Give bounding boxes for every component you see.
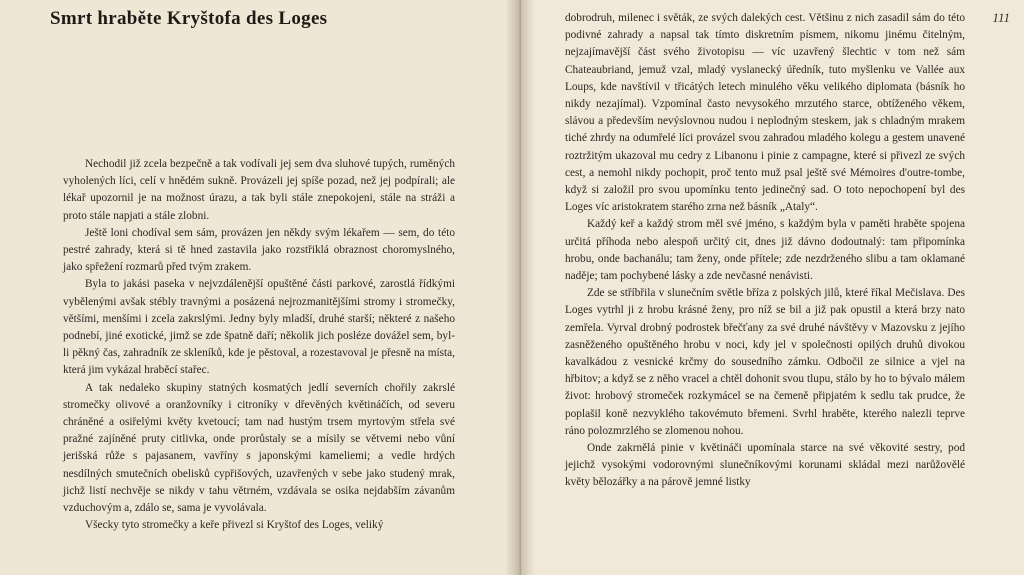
- paragraph: A tak nedaleko skupiny statných kosmatých jedlí severních chořily zakrslé stromečky olivové a oranžovníky i citroníky v dřevěných květináčích, od severu chráněné a osiřelými květy kvetoucí; tam nad hustým trsem myrtovým střela své pražné zajíněné pruty citlivka, onde prorůstaly se a mísily se větvemi nebo vůní jerišská růže s pajasanem, vavříny s japonskými kameliemi; a vedle hrdých nesdílných smutečních obelisků cypřišových, uzavřených v sebe jako studený mrak, jichž listí nechvěje se nikdy v tahu větrném, vzdávala se osika nejdabším závanům vzduchovým a, zdálo se, sama je vyvolávala.: [63, 381, 455, 515]
- paragraph: Každý keř a každý strom měl své jméno, s každým byla v paměti hraběte spojena určitá příhoda nebo alespoň určitý cit, dnes již dávno dodoutnalý: tam připomínka hrobu, onde bachanálu; tam ženy, onde přítele; zde nezdrženého slibu a tam oklamané naděje; tam pochybené lásky a zde nevčasné nenávisti.: [565, 218, 965, 283]
- right-page-text: [565, 10, 965, 492]
- paragraph: Onde zakrnělá pinie v květináči upomínala starce na své věkovité sestry, pod jejichž vysokými vodorovnými slunečníkovými korunami skládal mezi narůžovělé květy bělozářky a na párově jemné listky: [565, 442, 965, 489]
- paragraph: Nechodil již zcela bezpečně a tak vodívali jej sem dva sluhové tupých, ruměných vyholených líci, celí v hnědém sukně. Provázeli jej spíše pozad, než jej podpírali; ale lékař upozornil je na možnost úrazu, a tak byli stále znepokojeni, stále na stráži a proto stále napjati a stále zlobni.: [63, 158, 455, 222]
- book-gutter: [505, 0, 535, 575]
- paragraph: Ještě loni chodíval sem sám, provázen jen někdy svým lékařem — sem, do této pestré zahrady, která si tě hned zastavila jako rozstřiklá obraznost choromyslného, jako spřežení rozmarů před tvým zrakem.: [63, 226, 455, 274]
- paragraph: Zde se stříbřila v slunečním světle bříza z polských jilů, které říkal Mečislava. Des Loges vytrhl ji z hrobu krásné ženy, pro níž se bil a již pak opustil a která brzy nato zemřela. Vyrval drobný podrostek břečťany za své druhé návštěvy v Mazovsku z jejího zasněženého opuštěného hrobu v noci, kdy jel v společnosti opilých druhů divokou kavalkádou z vesnické krčmy do sousedního zámku. Odbočil ze silnice a vjel na hřbitov; a když se z něho vracel a chtěl dohonit svou tlupu, stálo by ho to bývalo málem život: hrobový stromeček rozkymácel se na čemeně připjatém k sedlu tak prudce, že poplašil koně nezvyklého takovémuto břemeni. Svrhl hraběte, kterého nalezli teprve ráno polozmrzlého se zlomenou nohou.: [565, 287, 965, 437]
- page-number: 111: [992, 10, 1010, 25]
- left-page-text: [63, 156, 455, 534]
- paragraph: dobrodruh, milenec i světák, ze svých dalekých cest. Většinu z nich zasadil sám do této podivné zahrady a napsal tak tímto diskretním písmem, nikomu jinému čitelným, nejzajímavější část svého životopisu — víc uzavřený šlechtic v tom než sám Chateaubriand, jemuž vzal, mladý vyslanecký úředník, tuto myšlenku ve Vallée aux Loups, kde navštívil v třicátých letech minulého věku velikého diplomata (básník ho nikdy nezajímal). Vzpomínal často nevysokého mrzutého starce, obtíženého věkem, slávou a především nevýslovnou nudou i neplodným steskem, jak s chladným mrakem tiché zhrdy na odumřelé líci provázel svou zahradou mladého kolegu a gestem unavené roztržitým ukazoval mu cedry z Libanonu i pinie z campagne, které si přivezl ze svých cest, a nemohl nikdy pochopit, proč tento muž psal ještě své Mémoires d'outre-tombe, když si založil pro svou upomínku tento jedinečný sad. O toto nepochopení byl des Loges víc aristokratem starého zrna než básník „Ataly“.: [565, 12, 965, 214]
- paragraph: Všecky tyto stromečky a keře přivezl si Kryštof des Loges, veliký: [85, 519, 384, 532]
- right-page: [520, 0, 1024, 575]
- paragraph: Byla to jakási paseka v nejvzdálenější opuštěné části parkové, zarostlá řídkými vybělenými avšak stébly travnými a posázená nejrozmanitějšími stromy i stromečky, většími, menšími i zcela zakrslými. Jedny byly mladší, druhé starší; některé z našeho podnebí, jiné exotické, jimž se zde špatně daří; několik jich posléze dovážel sem, byl-li pěkný čas, zahradník ze skleníků, kde je pěstoval, a rozestavoval je přesně na místa, která jim vykázal hraběcí stařec.: [63, 278, 455, 377]
- chapter-title: Smrt hraběte Kryštofa des Loges: [50, 8, 328, 29]
